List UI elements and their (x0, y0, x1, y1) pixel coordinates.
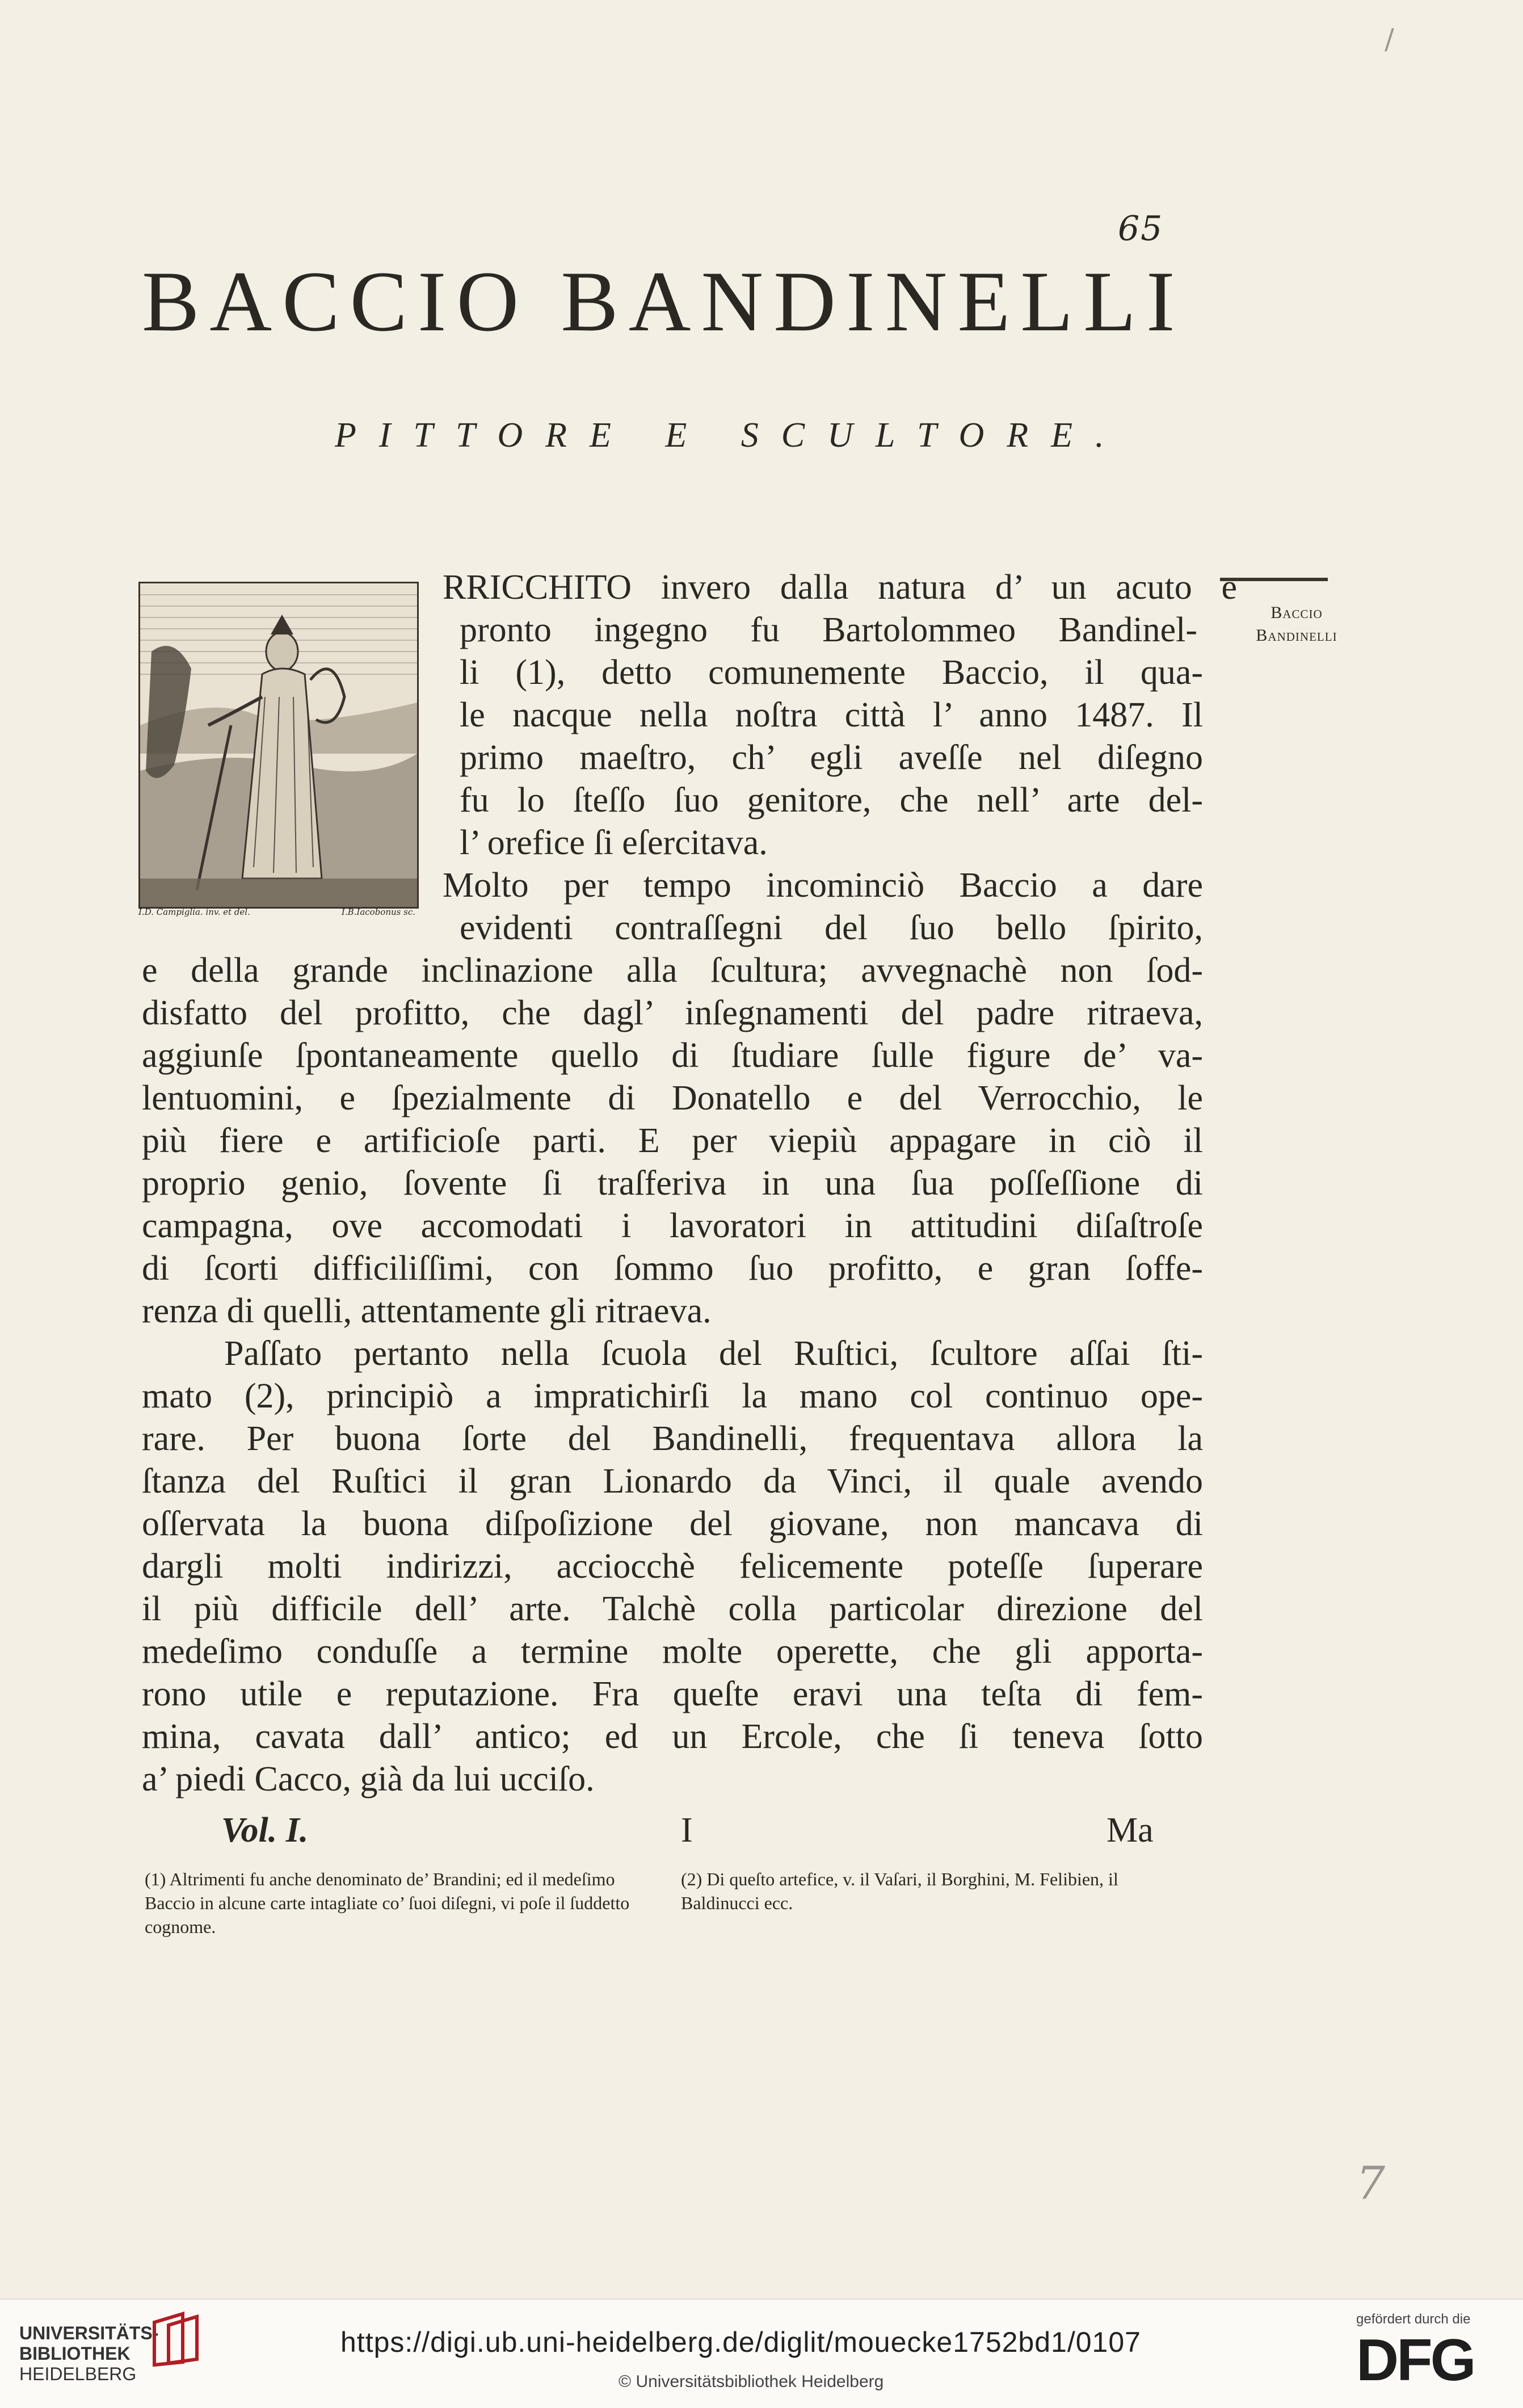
text-line: pronto ingegno fu Bartolommeo Bandinel- (460, 611, 1197, 649)
text-line: ſtanza del Ruſtici il gran Lionardo da Vinci, il quale avendo (142, 1462, 1203, 1501)
text-line: più fiere e artificioſe parti. E per viepiù appagare in ciò il (142, 1121, 1203, 1160)
text-line: Paſſato pertanto nella ſcuola del Ruſtici, ſcultore aſſai ſti- (224, 1334, 1203, 1373)
text-line: aggiunſe ſpontaneamente quello di ſtudiare ſulle figure de’ va- (142, 1036, 1203, 1075)
text-line: campagna, ove accomodati i lavoratori in attitudini diſaſtroſe (142, 1207, 1203, 1245)
text-line: proprio genio, ſovente ſi traſferiva in una ſua poſſeſſione di (142, 1164, 1203, 1203)
university-logo-icon (149, 2311, 211, 2368)
copyright-notice: © Universitätsbibliothek Heidelberg (619, 2372, 884, 2391)
text-line: rare. Per buona ſorte del Bandinelli, frequentava allora la (142, 1419, 1203, 1458)
pencil-folio-mark: 7 (1356, 2157, 1385, 2209)
volume-signature: Vol. I. (221, 1811, 309, 1850)
library-logo-text (19, 2323, 158, 2384)
library-name-line: UNIVERSITÄTS- (19, 2323, 159, 2343)
text-line: mina, cavata dall’ antico; ed un Ercole, che ſi teneva ſotto (142, 1717, 1203, 1756)
library-name-line: BIBLIOTHEK (19, 2343, 131, 2364)
text-line: oſſervata la buona diſpoſizione del giovane, non mancava di (142, 1505, 1203, 1543)
text-line: disfatto del profitto, che dagl’ inſegnamenti del padre ritraeva, (142, 994, 1203, 1032)
text-line: primo maeſtro, ch’ egli aveſſe nel diſegno (460, 738, 1203, 777)
text-line: renza di quelli, attentamente gli ritraeva. (142, 1292, 712, 1330)
text-line: il più difficile dell’ arte. Talchè colla particolar direzione del (142, 1590, 1203, 1628)
margin-note-line: Baccio (1270, 603, 1323, 622)
footnote-2: (2) Di queſto artefice, v. il Vaſari, il Borghini, M. Felibien, il Baldinucci ecc. (681, 1869, 1118, 1913)
footnote-1: (1) Altrimenti fu anche denominato de’ Brandini; ed il medeſimo Baccio in alcune carte intagliate co’ ſuoi diſegni, vi poſe il ſuddetto cognome. (145, 1869, 630, 1937)
page-number: 65 (1118, 209, 1164, 249)
text-line: e della grande inclinazione alla ſcultura; avvegnachè non ſod- (142, 951, 1203, 990)
text-line: le nacque nella noſtra città l’ anno 1487. Il (460, 696, 1203, 734)
page-title: BACCIO BANDINELLI (142, 254, 1185, 349)
corner-mark: / (1385, 23, 1394, 56)
text-line: Molto per tempo incominciò Baccio a dare (443, 866, 1203, 905)
text-line: evidenti contraſſegni del ſuo bello ſpirito, (460, 909, 1203, 947)
text-line: di ſcorti difficiliſſimi, con ſommo ſuo profitto, e gran ſoffe- (142, 1249, 1203, 1288)
engraving-illustration (138, 582, 419, 909)
page-subtitle: PITTORE E SCULTORE. (335, 416, 1127, 455)
margin-note (1248, 602, 1345, 647)
gathering-signature: I (681, 1811, 693, 1850)
engraving-credit-right: I.B.Iacobonus sc. (341, 907, 415, 917)
text-line: li (1), detto comunemente Baccio, il qua- (460, 653, 1203, 692)
permalink-url[interactable]: https://digi.ub.uni-heidelberg.de/diglit/mouecke1752bd1/0107 (340, 2326, 1141, 2358)
text-line: rono utile e reputazione. Fra queſte eravi una teſta di fem- (142, 1675, 1203, 1713)
muse-engraving-image (140, 583, 417, 907)
text-line: lentuomini, e ſpezialmente di Donatello e del Verrocchio, le (142, 1079, 1203, 1117)
text-line: medeſimo conduſſe a termine molte operette, che gli apporta- (142, 1632, 1203, 1671)
text-line: mato (2), principiò a impratichirſi la mano col continuo ope- (142, 1377, 1203, 1415)
engraving-credit-left: I.D. Campiglia. inv. et del. (138, 907, 250, 917)
text-line: fu lo ſteſſo ſuo genitore, che nell’ arte del- (460, 781, 1203, 820)
text-line: l’ orefice ſi eſercitava. (460, 823, 768, 862)
library-name-line: HEIDELBERG (19, 2364, 137, 2384)
text-line: RRICCHITO invero dalla natura d’ un acuto e (443, 568, 1237, 607)
text-line: a’ piedi Cacco, già da lui ucciſo. (142, 1760, 595, 1798)
text-line: dargli molti indirizzi, acciocchè felicemente poteſſe ſuperare (142, 1547, 1203, 1586)
funding-note: gefördert durch die (1356, 2312, 1471, 2327)
dfg-logo: DFG (1356, 2327, 1474, 2393)
engraving-credits (138, 907, 415, 917)
margin-note-line: Bandinelli (1256, 626, 1337, 645)
catchword: Ma (1107, 1811, 1154, 1850)
